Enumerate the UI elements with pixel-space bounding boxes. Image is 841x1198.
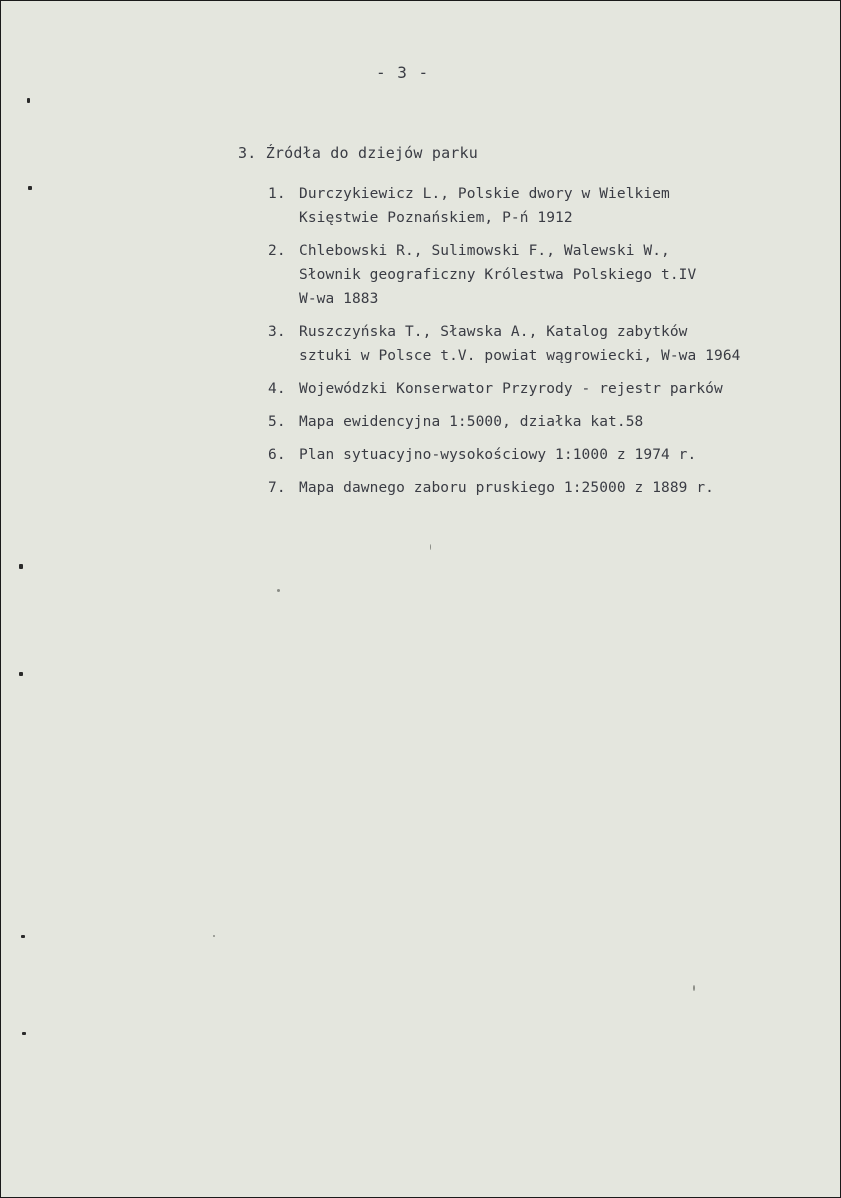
margin-mark: [21, 935, 25, 938]
reference-item: [268, 476, 828, 500]
reference-text-line: Wojewódzki Konserwator Przyrody - rejestr parków: [299, 381, 723, 397]
reference-text-line: Mapa dawnego zaboru pruskiego 1:25000 z 1889 r.: [299, 480, 714, 496]
reference-list: [268, 182, 828, 509]
reference-number: 4.: [268, 381, 286, 397]
paper-speck: [693, 985, 695, 991]
reference-text-line: Chlebowski R., Sulimowski F., Walewski W.,: [299, 243, 670, 259]
reference-item: [268, 410, 828, 434]
reference-text-line: Mapa ewidencyjna 1:5000, działka kat.58: [299, 414, 644, 430]
reference-item: [268, 377, 828, 401]
reference-text-line: Durczykiewicz L., Polskie dwory w Wielkiem: [299, 186, 670, 202]
reference-item: [268, 182, 828, 230]
reference-text-line: Ruszczyńska T., Sławska A., Katalog zabytków: [299, 324, 688, 340]
reference-text-line: W-wa 1883: [299, 291, 379, 307]
reference-number: 3.: [268, 324, 286, 340]
reference-number: 7.: [268, 480, 286, 496]
margin-mark: [19, 672, 23, 676]
margin-mark: [22, 1032, 26, 1035]
reference-text-line: Plan sytuacyjno-wysokościowy 1:1000 z 1974 r.: [299, 447, 697, 463]
reference-number: 1.: [268, 186, 286, 202]
page-number: - 3 -: [376, 63, 430, 82]
reference-number: 6.: [268, 447, 286, 463]
reference-item: [268, 443, 828, 467]
paper-speck: [213, 935, 215, 937]
reference-item: [268, 320, 828, 368]
margin-mark: [27, 98, 30, 103]
margin-mark: [19, 564, 23, 569]
reference-text-line: Słownik geograficzny Królestwa Polskiego t.IV: [299, 267, 697, 283]
paper-speck: [277, 589, 280, 592]
section-title: 3. Źródła do dziejów parku: [238, 144, 478, 162]
reference-text-line: sztuki w Polsce t.V. powiat wągrowiecki, W-wa 1964: [299, 348, 741, 364]
margin-mark: [28, 186, 32, 190]
paper-speck: [430, 544, 431, 550]
reference-item: [268, 239, 828, 311]
reference-number: 2.: [268, 243, 286, 259]
reference-text-line: Księstwie Poznańskiem, P-ń 1912: [299, 210, 573, 226]
reference-number: 5.: [268, 414, 286, 430]
